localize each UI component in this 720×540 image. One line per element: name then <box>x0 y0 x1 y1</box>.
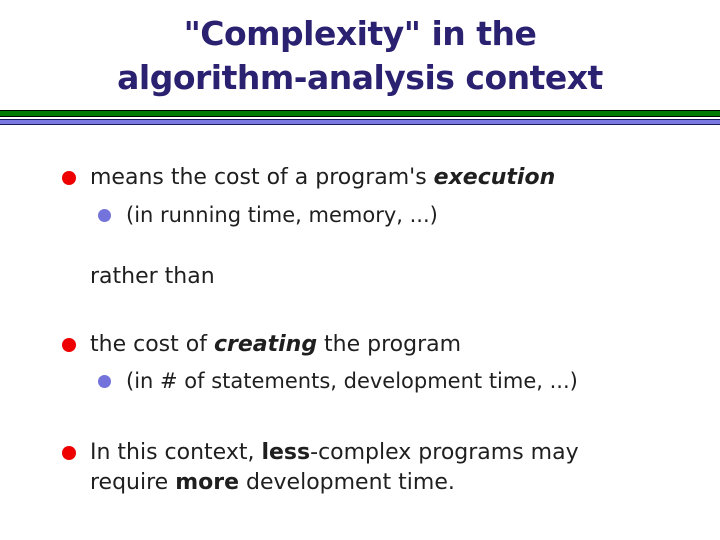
red-bullet-icon <box>62 446 76 460</box>
text-segment: the cost of <box>90 332 214 357</box>
sub-bullet-item-1 <box>0 200 720 230</box>
text-segment-bold: less <box>261 440 311 465</box>
text-segment: In this context, <box>90 440 262 465</box>
bullet-item-2 <box>0 330 720 360</box>
text-segment: require <box>90 470 176 495</box>
plain-line-text: rather than <box>90 264 215 289</box>
sub-bullet-item-1-text: (in running time, memory, ...) <box>126 203 438 227</box>
red-bullet-icon <box>62 171 76 185</box>
blue-bullet-icon <box>98 375 111 388</box>
sub-bullet-item-2-text: (in # of statements, development time, ...) <box>126 369 578 393</box>
text-segment: means the cost of a program's <box>90 165 434 190</box>
text-segment: the program <box>317 332 462 357</box>
plain-line <box>0 262 720 292</box>
text-segment-emphasis: execution <box>433 165 556 190</box>
slide-title <box>0 0 720 100</box>
red-bullet-icon <box>62 338 76 352</box>
text-segment: -complex programs may <box>310 440 579 465</box>
bullet-item-1 <box>0 163 720 193</box>
bullet-item-3-text <box>90 438 579 498</box>
divider-green-bar <box>0 110 720 117</box>
text-segment: development time. <box>239 470 455 495</box>
title-line-1: "Complexity" in the <box>183 14 537 53</box>
text-segment-emphasis: creating <box>213 332 318 357</box>
blue-bullet-icon <box>98 209 111 222</box>
text-segment-bold: more <box>175 470 240 495</box>
bullet-item-1-text <box>90 163 555 193</box>
bullet-item-2-text <box>90 330 461 360</box>
title-divider <box>0 110 720 125</box>
bullet-item-3 <box>0 438 720 498</box>
title-line-2: algorithm-analysis context <box>117 58 603 97</box>
divider-blue-bar <box>0 119 720 125</box>
sub-bullet-item-2 <box>0 366 720 396</box>
slide-body <box>0 163 720 498</box>
